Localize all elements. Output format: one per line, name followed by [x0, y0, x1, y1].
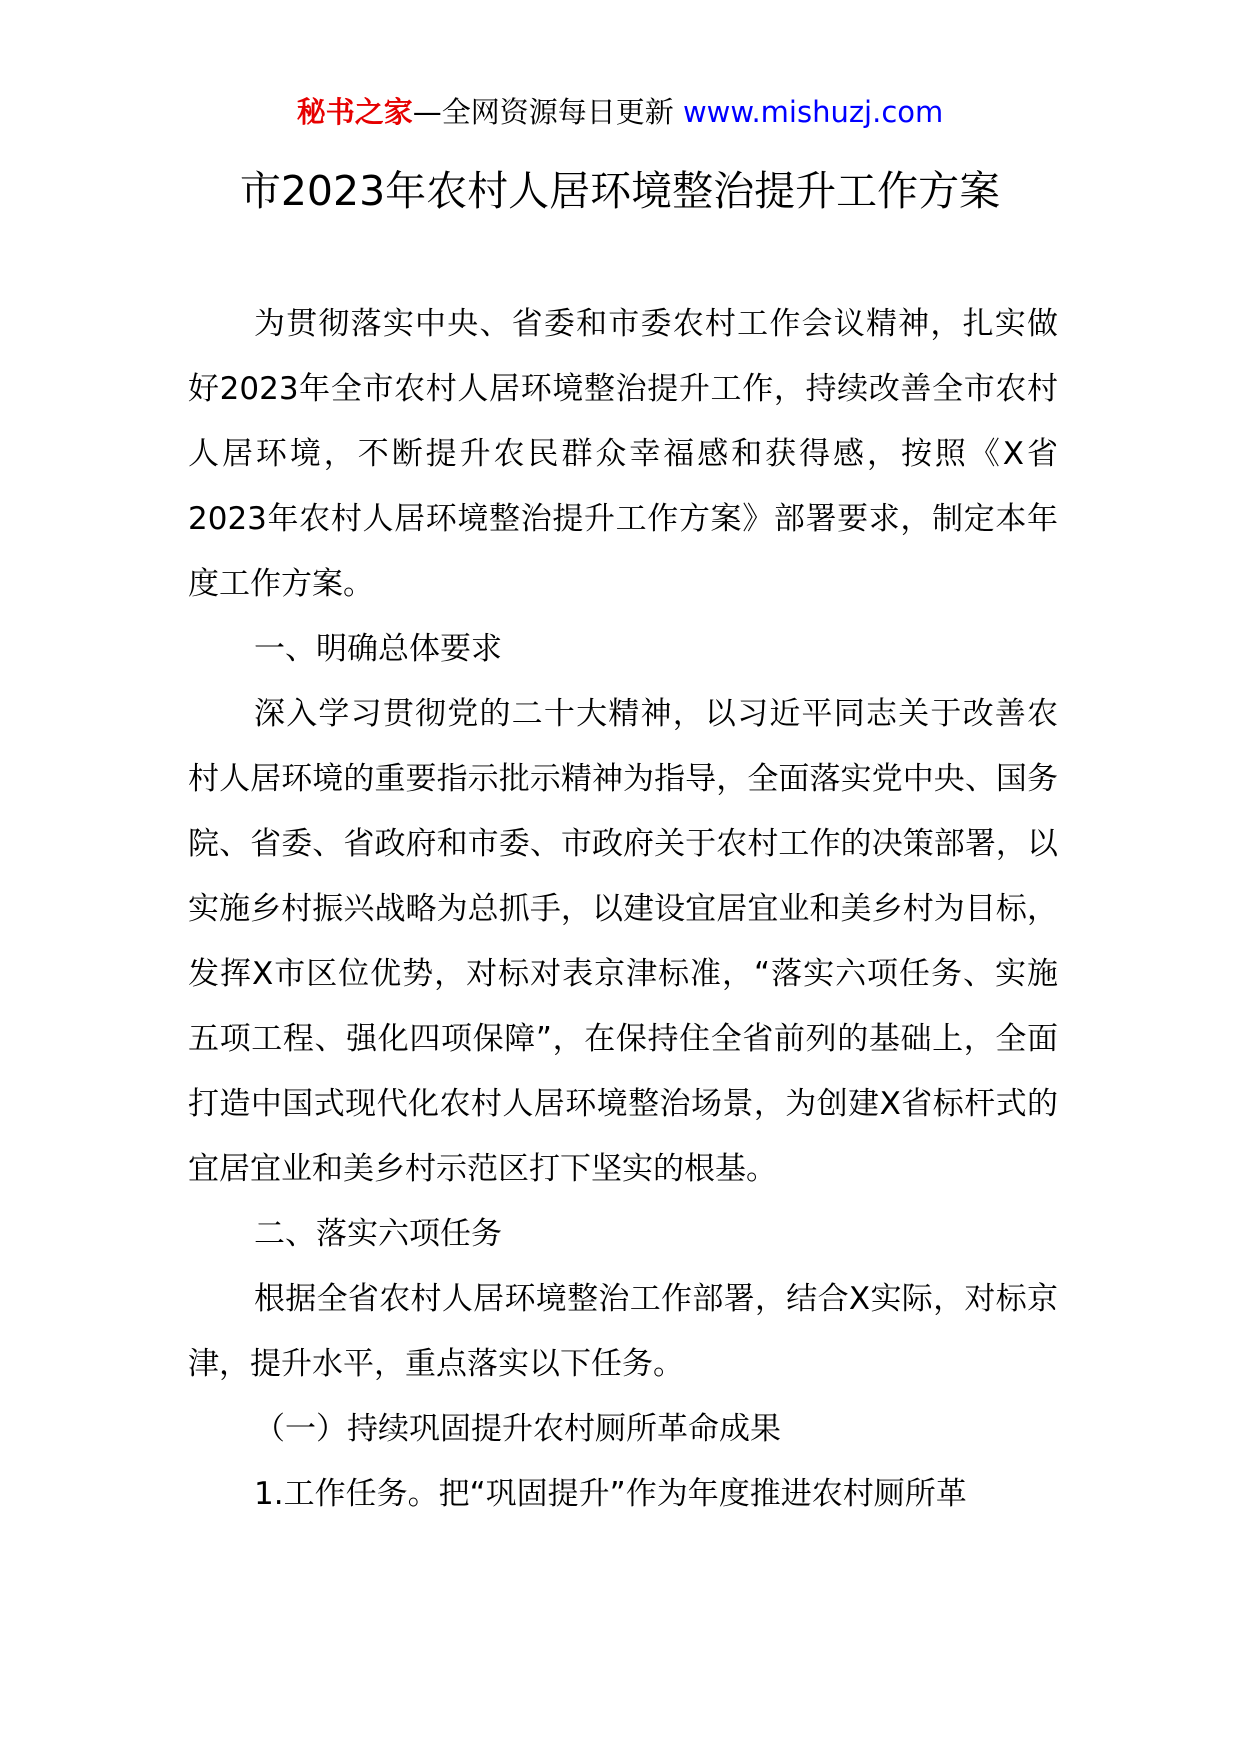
header-tagline: —全网资源每日更新 — [412, 95, 683, 129]
intro-paragraph: 为贯彻落实中央、省委和市委农村工作会议精神，扎实做好2023年全市农村人居环境整治提升工作，持续改善全市农村人居环境，不断提升农民群众幸福感和获得感，按照《X省2023年农村人居环境整治提升工作方案》部署要求，制定本年度工作方案。 — [188, 306, 1058, 602]
body-paragraph: 1.工作任务。把“巩固提升”作为年度推进农村厕所革 — [254, 1476, 967, 1512]
document-title: 市2023年农村人居环境整治提升工作方案 — [239, 167, 1001, 215]
body-paragraph: 深入学习贯彻党的二十大精神，以习近平同志关于改善农村人居环境的重要指示批示精神为指导，全面落实党中央、国务院、省委、省政府和市委、市政府关于农村工作的决策部署，以实施乡村振兴战略为总抓手，以建设宜居宜业和美乡村为目标，发挥X市区位优势，对标对表京津标准，“落实六项任务、实施五项工程、强化四项保障”，在保持住全省前列的基础上，全面打造中国式现代化农村人居环境整治场景，为创建X省标杆式的宜居宜业和美乡村示范区打下坚实的根基。 — [188, 696, 1058, 1187]
site-header — [0, 92, 1240, 132]
document-body — [188, 292, 1058, 1527]
site-url-link[interactable]: www.mishuzj.com — [682, 95, 944, 129]
section-heading-1: 一、明确总体要求 — [254, 631, 502, 667]
section-heading-2: 二、落实六项任务 — [254, 1216, 502, 1252]
brand-name: 秘书之家 — [296, 95, 413, 129]
body-paragraph: 根据全省农村人居环境整治工作部署，结合X实际，对标京津，提升水平，重点落实以下任务。 — [188, 1281, 1058, 1382]
subsection-heading-1: （一）持续巩固提升农村厕所革命成果 — [254, 1411, 781, 1447]
